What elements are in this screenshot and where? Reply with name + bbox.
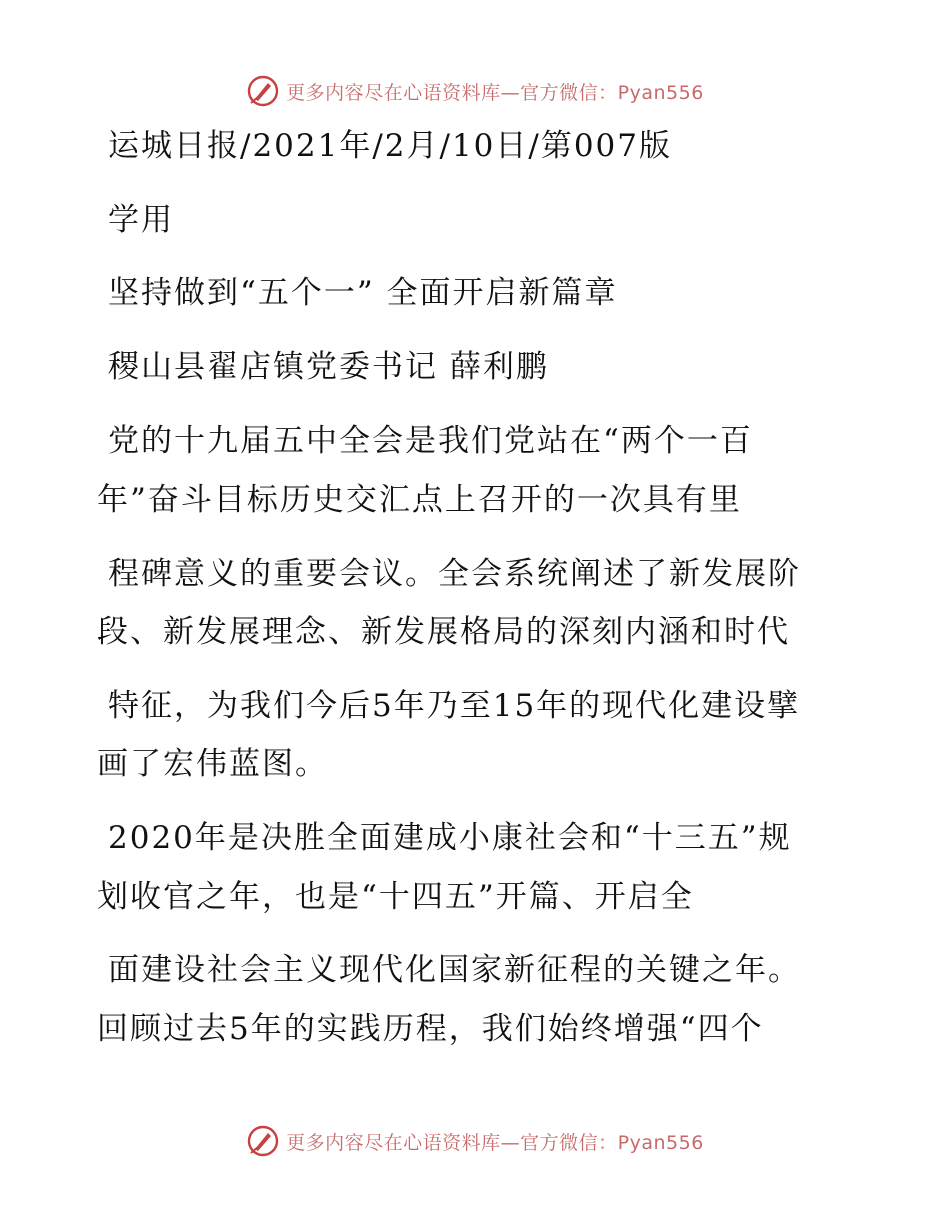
body-line: 程碑意义的重要会议。全会系统阐述了新发展阶 [108, 556, 801, 592]
watermark-text: 更多内容尽在心语资料库—官方微信：Pyan556 [286, 81, 704, 104]
body-line: 画了宏伟蓝图。 [97, 746, 328, 782]
body-line: 2020年是决胜全面建成小康社会和“十三五”规 [108, 820, 792, 856]
body-line: 段、新发展理念、新发展格局的深刻内涵和时代 [97, 614, 790, 650]
body-line: 回顾过去5年的实践历程，我们始终增强“四个 [97, 1011, 764, 1047]
body-line: 年”奋斗目标历史交汇点上召开的一次具有里 [97, 482, 742, 518]
body-line: 划收官之年，也是“十四五”开篇、开启全 [97, 879, 694, 915]
watermark-text: 更多内容尽在心语资料库—官方微信：Pyan556 [286, 1131, 704, 1154]
header-watermark-banner [0, 71, 950, 111]
section-label: 学用 [108, 202, 174, 238]
author-line: 稷山县翟店镇党委书记 薛利鹏 [108, 349, 549, 385]
source-line: 运城日报/2021年/2月/10日/第007版 [108, 128, 673, 164]
quill-logo-icon [246, 1124, 280, 1158]
quill-logo-icon [246, 74, 280, 108]
body-line: 党的十九届五中全会是我们党站在“两个一百 [108, 423, 753, 459]
article-title: 坚持做到“五个一” 全面开启新篇章 [108, 275, 618, 311]
body-line: 特征，为我们今后5年乃至15年的现代化建设擘 [108, 688, 801, 724]
body-line: 面建设社会主义现代化国家新征程的关键之年。 [108, 952, 801, 988]
footer-watermark-banner [0, 1121, 950, 1161]
